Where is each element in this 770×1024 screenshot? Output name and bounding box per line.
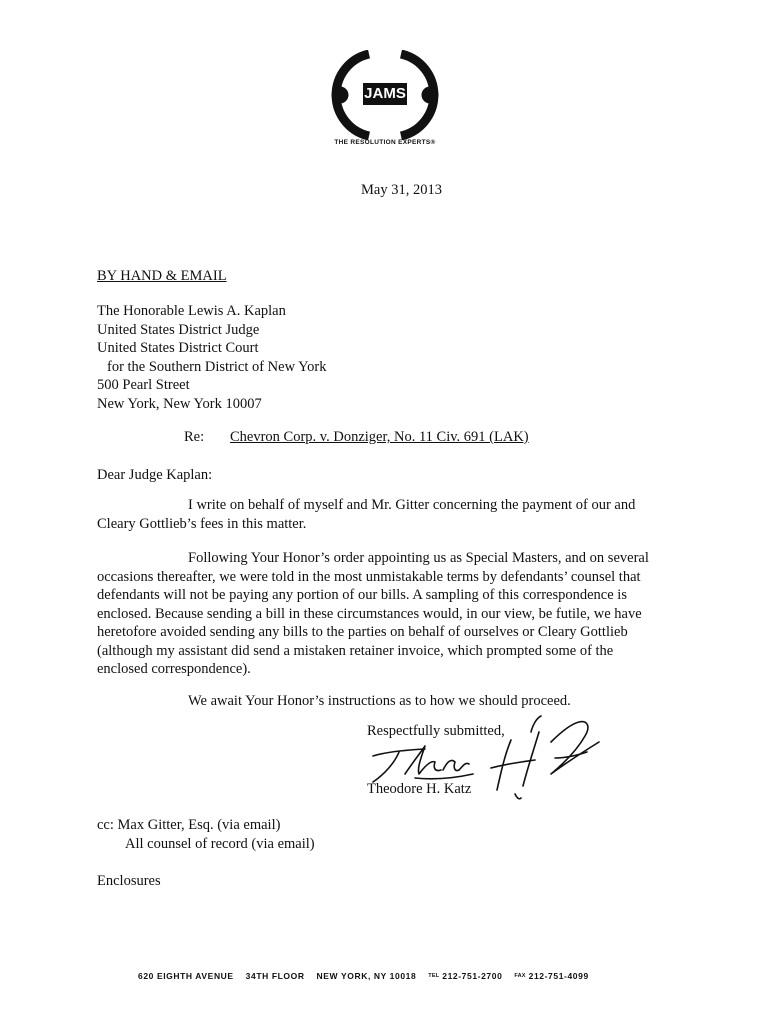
footer-fax-label: FAX bbox=[514, 973, 526, 979]
enclosures: Enclosures bbox=[97, 873, 161, 889]
cc-recipient: All counsel of record (via email) bbox=[125, 835, 315, 852]
footer-tel: 212-751-2700 bbox=[442, 971, 503, 981]
body-paragraph bbox=[97, 496, 657, 533]
cc-block bbox=[97, 816, 315, 853]
footer-street: 620 EIGHTH AVENUE bbox=[138, 971, 234, 981]
address-line: United States District Judge bbox=[97, 321, 260, 338]
footer-tel-label: TEL bbox=[428, 973, 440, 979]
paragraph-line: enclosed. Because sending a bill in these circumstances would, in our view, be futile, we have bbox=[97, 605, 642, 622]
paragraph-line: I write on behalf of myself and Mr. Gitter concerning the payment of our and bbox=[188, 497, 636, 513]
paragraph-line: Cleary Gottlieb’s fees in this matter. bbox=[97, 515, 307, 532]
paragraph-line: heretofore avoided sending any bills to the parties on behalf of ourselves or Cleary Gottlieb bbox=[97, 624, 628, 640]
re-label: Re: bbox=[184, 429, 205, 445]
salutation: Dear Judge Kaplan: bbox=[97, 467, 213, 483]
address-line: The Honorable Lewis A. Kaplan bbox=[97, 303, 286, 319]
letter-date: May 31, 2013 bbox=[361, 182, 442, 198]
paragraph-line: enclosed correspondence). bbox=[97, 661, 251, 677]
paragraph-line: (although my assistant did send a mistaken retainer invoice, which prompted some of the bbox=[97, 642, 614, 659]
body-paragraph bbox=[97, 549, 657, 679]
body-paragraph bbox=[97, 692, 657, 711]
footer-floor: 34TH FLOOR bbox=[245, 971, 305, 981]
address-line: for the Southern District of New York bbox=[107, 358, 327, 375]
logo-text: JAMS bbox=[364, 85, 406, 102]
paragraph-line: Following Your Honor’s order appointing us as Special Masters, and on several bbox=[188, 550, 649, 566]
paragraph-line: We await Your Honor’s instructions as to how we should proceed. bbox=[188, 693, 571, 709]
recipient-address bbox=[97, 302, 327, 413]
delivery-method: BY HAND & EMAIL bbox=[97, 268, 227, 284]
closing: Respectfully submitted, bbox=[367, 723, 505, 739]
paragraph-line: defendants will not be paying any portion of our bills. A sampling of this correspondence is bbox=[97, 587, 627, 603]
signer-name: Theodore H. Katz bbox=[367, 781, 472, 797]
footer-city: NEW YORK, NY 10018 bbox=[316, 971, 417, 981]
footer-address bbox=[138, 971, 658, 981]
paragraph-line: occasions thereafter, we were told in the most unmistakable terms by defendants’ counsel that bbox=[97, 568, 641, 585]
footer-fax: 212-751-4099 bbox=[528, 971, 589, 981]
re-subject: Chevron Corp. v. Donziger, No. 11 Civ. 691 (LAK) bbox=[230, 429, 529, 445]
cc-recipient: Max Gitter, Esq. (via email) bbox=[117, 817, 281, 833]
tagline: THE RESOLUTION EXPERTS® bbox=[334, 139, 436, 146]
address-line: 500 Pearl Street bbox=[97, 377, 190, 393]
cc-label: cc: bbox=[97, 817, 114, 833]
address-line: United States District Court bbox=[97, 340, 259, 356]
address-line: New York, New York 10007 bbox=[97, 395, 262, 412]
jams-logo bbox=[329, 50, 441, 140]
